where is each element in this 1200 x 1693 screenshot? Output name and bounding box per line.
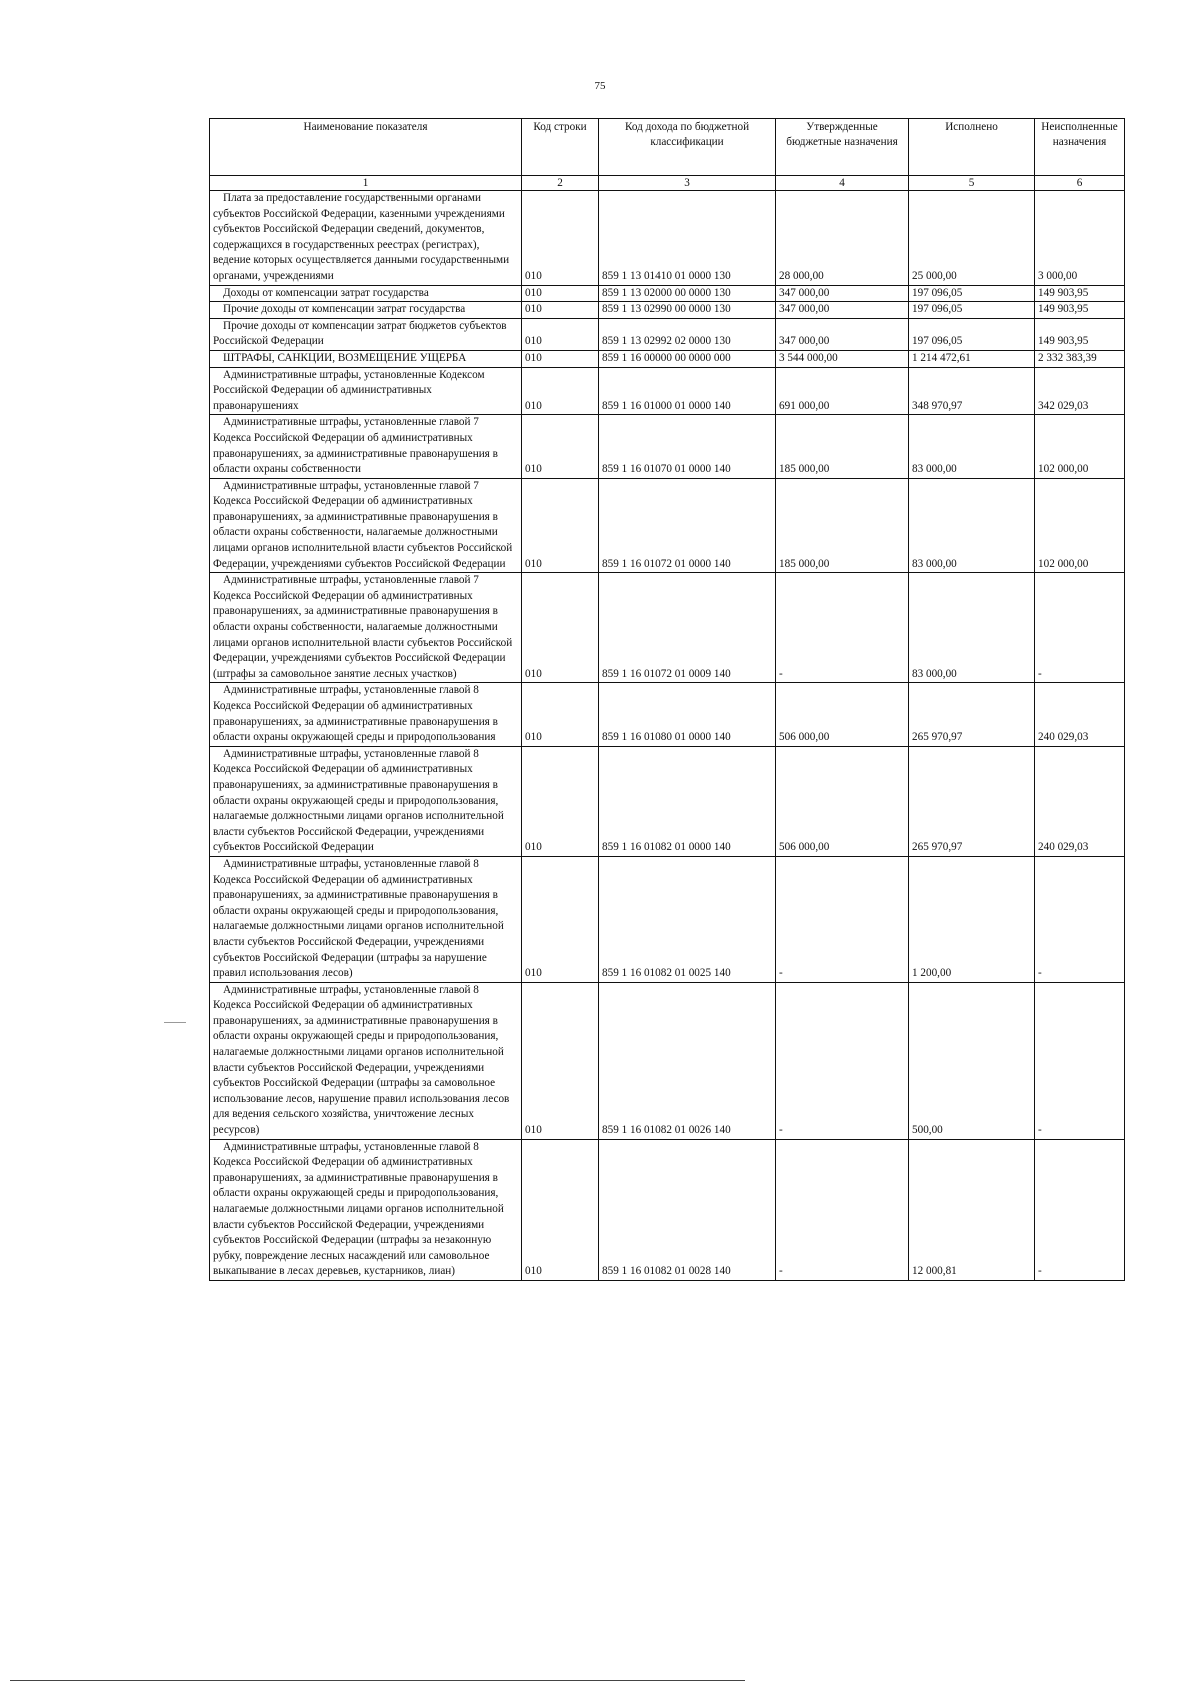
revenue-code: 859 1 13 02990 00 0000 130 xyxy=(599,302,776,319)
revenue-code: 859 1 13 02992 02 0000 130 xyxy=(599,318,776,350)
header-indicator-name: Наименование показателя xyxy=(210,119,522,176)
revenue-code: 859 1 16 01070 01 0000 140 xyxy=(599,415,776,478)
indicator-name: Прочие доходы от компенсации затрат бюджетов субъектов Российской Федерации xyxy=(210,318,522,350)
approved-amount: 347 000,00 xyxy=(776,318,909,350)
revenue-code: 859 1 16 01082 01 0000 140 xyxy=(599,746,776,856)
revenue-code: 859 1 16 01072 01 0009 140 xyxy=(599,573,776,683)
approved-amount: - xyxy=(776,856,909,982)
line-code: 010 xyxy=(522,746,599,856)
unexecuted-amount: 102 000,00 xyxy=(1035,415,1125,478)
column-number: 5 xyxy=(909,176,1035,191)
indicator-name: Административные штрафы, установленные главой 7 Кодекса Российской Федерации об административных правонарушениях, за административные правонарушения в области охраны собственности, налагаемые должностными лицами органов исполнительной власти субъектов Российской Федерации, учреждениями субъектов Российской Федерации (штрафы за самовольное занятие лесных участков) xyxy=(210,573,522,683)
revenue-code: 859 1 16 01082 01 0026 140 xyxy=(599,982,776,1139)
approved-amount: 28 000,00 xyxy=(776,191,909,286)
unexecuted-amount: - xyxy=(1035,1139,1125,1280)
line-code: 010 xyxy=(522,415,599,478)
executed-amount: 265 970,97 xyxy=(909,746,1035,856)
approved-amount: - xyxy=(776,1139,909,1280)
line-code: 010 xyxy=(522,302,599,319)
revenue-code: 859 1 16 00000 00 0000 000 xyxy=(599,350,776,367)
table-row xyxy=(210,856,1125,982)
unexecuted-amount: 149 903,95 xyxy=(1035,285,1125,302)
executed-amount: 83 000,00 xyxy=(909,415,1035,478)
revenue-code: 859 1 13 02000 00 0000 130 xyxy=(599,285,776,302)
unexecuted-amount: 240 029,03 xyxy=(1035,746,1125,856)
unexecuted-amount: 2 332 383,39 xyxy=(1035,350,1125,367)
indicator-name: Административные штрафы, установленные главой 8 Кодекса Российской Федерации об административных правонарушениях, за административные правонарушения в области охраны окружающей среды и природопользования, налагаемые должностными лицами органов исполнительной власти субъектов Российской Федерации, учреждениями субъектов Российской Федерации xyxy=(210,746,522,856)
executed-amount: 1 214 472,61 xyxy=(909,350,1035,367)
table-row xyxy=(210,367,1125,415)
revenue-code: 859 1 16 01080 01 0000 140 xyxy=(599,683,776,746)
table-row xyxy=(210,285,1125,302)
approved-amount: 506 000,00 xyxy=(776,746,909,856)
executed-amount: 197 096,05 xyxy=(909,318,1035,350)
line-code: 010 xyxy=(522,367,599,415)
scan-bottom-rule xyxy=(10,1680,745,1681)
unexecuted-amount: - xyxy=(1035,573,1125,683)
unexecuted-amount: 3 000,00 xyxy=(1035,191,1125,286)
table-row xyxy=(210,982,1125,1139)
page-number: 75 xyxy=(594,80,606,92)
executed-amount: 500,00 xyxy=(909,982,1035,1139)
header-executed: Исполнено xyxy=(909,119,1035,176)
line-code: 010 xyxy=(522,1139,599,1280)
column-number: 2 xyxy=(522,176,599,191)
header-revenue-code: Код дохода по бюджетной классификации xyxy=(599,119,776,176)
executed-amount: 83 000,00 xyxy=(909,573,1035,683)
revenue-code: 859 1 16 01082 01 0028 140 xyxy=(599,1139,776,1280)
revenue-code: 859 1 16 01000 01 0000 140 xyxy=(599,367,776,415)
column-number-row xyxy=(210,176,1125,191)
approved-amount: 185 000,00 xyxy=(776,478,909,573)
indicator-name: Административные штрафы, установленные главой 7 Кодекса Российской Федерации об административных правонарушениях, за административные правонарушения в области охраны собственности, налагаемые должностными лицами органов исполнительной власти субъектов Российской Федерации, учреждениями субъектов Российской Федерации xyxy=(210,478,522,573)
approved-amount: 3 544 000,00 xyxy=(776,350,909,367)
column-number: 1 xyxy=(210,176,522,191)
unexecuted-amount: - xyxy=(1035,982,1125,1139)
table-row xyxy=(210,415,1125,478)
executed-amount: 348 970,97 xyxy=(909,367,1035,415)
table-row xyxy=(210,318,1125,350)
line-code: 010 xyxy=(522,856,599,982)
budget-revenue-table xyxy=(209,118,1125,1281)
revenue-code: 859 1 16 01072 01 0000 140 xyxy=(599,478,776,573)
line-code: 010 xyxy=(522,683,599,746)
executed-amount: 197 096,05 xyxy=(909,285,1035,302)
approved-amount: - xyxy=(776,573,909,683)
indicator-name: Доходы от компенсации затрат государства xyxy=(210,285,522,302)
table-row xyxy=(210,191,1125,286)
approved-amount: 506 000,00 xyxy=(776,683,909,746)
indicator-name: Административные штрафы, установленные главой 8 Кодекса Российской Федерации об административных правонарушениях, за административные правонарушения в области охраны окружающей среды и природопользования, налагаемые должностными лицами органов исполнительной власти субъектов Российской Федерации, учреждениями субъектов Российской Федерации (штрафы за незаконную рубку, повреждение лесных насаждений или самовольное выкапывание в лесах деревьев, кустарников, лиан) xyxy=(210,1139,522,1280)
column-number: 6 xyxy=(1035,176,1125,191)
unexecuted-amount: 149 903,95 xyxy=(1035,302,1125,319)
approved-amount: 347 000,00 xyxy=(776,285,909,302)
indicator-name: Административные штрафы, установленные главой 8 Кодекса Российской Федерации об административных правонарушениях, за административные правонарушения в области охраны окружающей среды и природопользования, налагаемые должностными лицами органов исполнительной власти субъектов Российской Федерации, учреждениями субъектов Российской Федерации (штрафы за нарушение правил использования лесов) xyxy=(210,856,522,982)
executed-amount: 12 000,81 xyxy=(909,1139,1035,1280)
approved-amount: 185 000,00 xyxy=(776,415,909,478)
unexecuted-amount: 102 000,00 xyxy=(1035,478,1125,573)
approved-amount: 691 000,00 xyxy=(776,367,909,415)
indicator-name: Плата за предоставление государственными органами субъектов Российской Федерации, казенными учреждениями субъектов Российской Федерации сведений, документов, содержащихся в государственных реестрах (регистрах), ведение которых осуществляется данными государственными органами, учреждениями xyxy=(210,191,522,286)
indicator-name: Прочие доходы от компенсации затрат государства xyxy=(210,302,522,319)
line-code: 010 xyxy=(522,191,599,286)
header-unexecuted: Неисполненные назначения xyxy=(1035,119,1125,176)
unexecuted-amount: 149 903,95 xyxy=(1035,318,1125,350)
indicator-name: Административные штрафы, установленные главой 7 Кодекса Российской Федерации об административных правонарушениях, за административные правонарушения в области охраны собственности xyxy=(210,415,522,478)
executed-amount: 265 970,97 xyxy=(909,683,1035,746)
approved-amount: - xyxy=(776,982,909,1139)
line-code: 010 xyxy=(522,350,599,367)
table-row xyxy=(210,350,1125,367)
table-row xyxy=(210,746,1125,856)
executed-amount: 83 000,00 xyxy=(909,478,1035,573)
revenue-code: 859 1 13 01410 01 0000 130 xyxy=(599,191,776,286)
table-row xyxy=(210,683,1125,746)
column-number: 4 xyxy=(776,176,909,191)
indicator-name: Административные штрафы, установленные Кодексом Российской Федерации об административных правонарушениях xyxy=(210,367,522,415)
indicator-name: Административные штрафы, установленные главой 8 Кодекса Российской Федерации об административных правонарушениях, за административные правонарушения в области охраны окружающей среды и природопользования xyxy=(210,683,522,746)
table-row xyxy=(210,573,1125,683)
table-row xyxy=(210,302,1125,319)
column-number: 3 xyxy=(599,176,776,191)
line-code: 010 xyxy=(522,318,599,350)
line-code: 010 xyxy=(522,982,599,1139)
unexecuted-amount: - xyxy=(1035,856,1125,982)
table-header-row xyxy=(210,119,1125,176)
scan-margin-mark xyxy=(164,1022,186,1023)
indicator-name: ШТРАФЫ, САНКЦИИ, ВОЗМЕЩЕНИЕ УЩЕРБА xyxy=(210,350,522,367)
table-row xyxy=(210,478,1125,573)
line-code: 010 xyxy=(522,285,599,302)
executed-amount: 1 200,00 xyxy=(909,856,1035,982)
revenue-code: 859 1 16 01082 01 0025 140 xyxy=(599,856,776,982)
executed-amount: 197 096,05 xyxy=(909,302,1035,319)
indicator-name: Административные штрафы, установленные главой 8 Кодекса Российской Федерации об административных правонарушениях, за административные правонарушения в области охраны окружающей среды и природопользования, налагаемые должностными лицами органов исполнительной власти субъектов Российской Федерации, учреждениями субъектов Российской Федерации (штрафы за самовольное использование лесов, нарушение правил использования лесов для ведения сельского хозяйства, уничтожение лесных ресурсов) xyxy=(210,982,522,1139)
line-code: 010 xyxy=(522,478,599,573)
line-code: 010 xyxy=(522,573,599,683)
executed-amount: 25 000,00 xyxy=(909,191,1035,286)
header-line-code: Код строки xyxy=(522,119,599,176)
unexecuted-amount: 342 029,03 xyxy=(1035,367,1125,415)
header-approved: Утвержденные бюджетные назначения xyxy=(776,119,909,176)
unexecuted-amount: 240 029,03 xyxy=(1035,683,1125,746)
approved-amount: 347 000,00 xyxy=(776,302,909,319)
table-row xyxy=(210,1139,1125,1280)
